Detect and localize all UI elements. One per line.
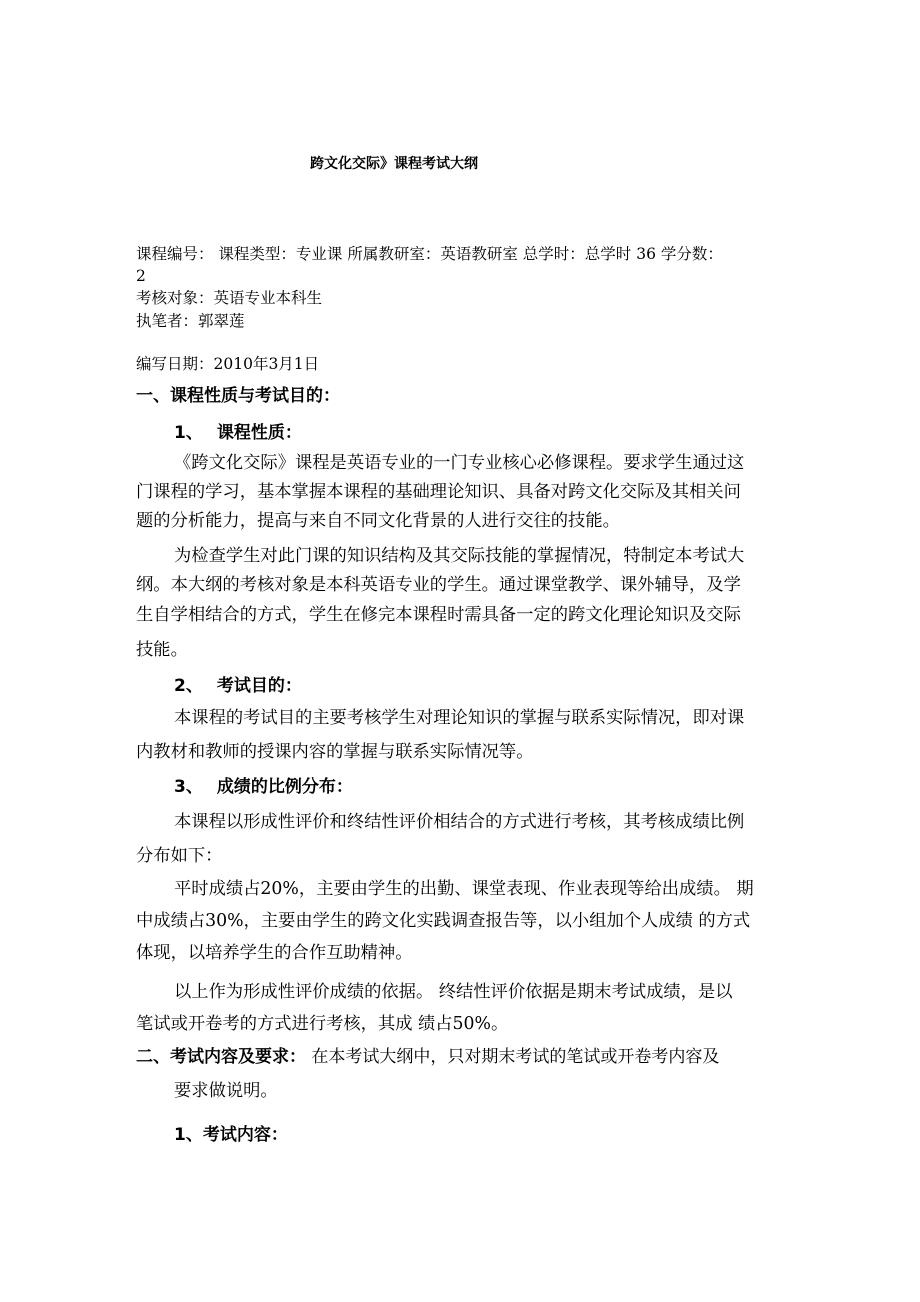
- section1-sub3-heading: [174, 777, 353, 797]
- paragraph-line: 内教材和教师的授课内容的掌握与联系实际情况等。: [136, 742, 534, 762]
- paragraph-line: 门课程的学习，基本掌握本课程的基础理论知识、具备对跨文化交际及其相关问: [136, 482, 741, 502]
- paragraph-line: 技能。: [136, 640, 188, 660]
- section2-heading-line: [136, 1047, 719, 1067]
- paragraph-line: 纲。本大纲的考核对象是本科英语专业的学生。通过课堂教学、课外辅导，及学: [136, 575, 741, 595]
- section2-intro: 在本考试大纲中，只对期末考试的笔试或开卷考内容及: [306, 1047, 720, 1067]
- meta-date: 编写日期：2010年3月1日: [136, 355, 320, 373]
- sub2-title: 考试目的：: [216, 676, 302, 696]
- meta-target: 考核对象：英语专业本科生: [136, 289, 323, 307]
- paragraph-line: 中成绩占30%，主要由学生的跨文化实践调查报告等，以小组加个人成绩 的方式: [136, 911, 751, 931]
- paragraph-line: 生自学相结合的方式，学生在修完本课程时需具备一定的跨文化理论知识及交际: [136, 605, 741, 625]
- sub1-title: 课程性质：: [216, 423, 302, 443]
- section2-heading: 二、考试内容及要求：: [136, 1047, 306, 1067]
- meta-author: 执笔者：郭翠莲: [136, 312, 245, 330]
- meta-course-info-cont: 2: [136, 267, 146, 285]
- paragraph-line: 要求做说明。: [174, 1081, 278, 1101]
- section1-heading: 一、课程性质与考试目的：: [136, 386, 340, 406]
- paragraph-line: 《跨文化交际》课程是英语专业的一门专业核心必修课程。要求学生通过这: [174, 453, 745, 473]
- paragraph-line: 平时成绩占20%，主要由学生的出勤、课堂表现、作业表现等给出成绩。 期: [174, 879, 754, 899]
- paragraph-line: 本课程的考试目的主要考核学生对理论知识的掌握与联系实际情况，即对课: [174, 708, 745, 728]
- sub3-title: 成绩的比例分布：: [216, 777, 353, 797]
- paragraph-line: 笔试或开卷考的方式进行考核，其成 绩占50%。: [136, 1014, 509, 1034]
- paragraph-line: 分布如下：: [136, 846, 223, 866]
- sub2-number: 2、: [174, 676, 203, 696]
- section2-sub1-heading: 1、考试内容：: [174, 1125, 288, 1145]
- paragraph-line: 本课程以形成性评价和终结性评价相结合的方式进行考核，其考核成绩比例: [174, 812, 745, 832]
- sub1-number: 1、: [174, 423, 203, 443]
- paragraph-line: 题的分析能力，提高与来自不同文化背景的人进行交往的技能。: [136, 511, 620, 531]
- sub3-number: 3、: [174, 777, 203, 797]
- document-title: 跨文化交际》课程考试大纲: [310, 156, 478, 172]
- paragraph-line: 以上作为形成性评价成绩的依据。 终结性评价依据是期末考试成绩，是以: [174, 982, 733, 1002]
- paragraph-line: 体现，以培养学生的合作互助精神。: [136, 943, 413, 963]
- section1-sub2-heading: [174, 676, 302, 696]
- meta-course-info: 课程编号： 课程类型：专业课 所属教研室：英语教研室 总学时：总学时 36 学分数：: [136, 245, 723, 263]
- section1-sub1-heading: [174, 423, 302, 443]
- paragraph-line: 为检查学生对此门课的知识结构及其交际技能的掌握情况，特制定本考试大: [174, 546, 745, 566]
